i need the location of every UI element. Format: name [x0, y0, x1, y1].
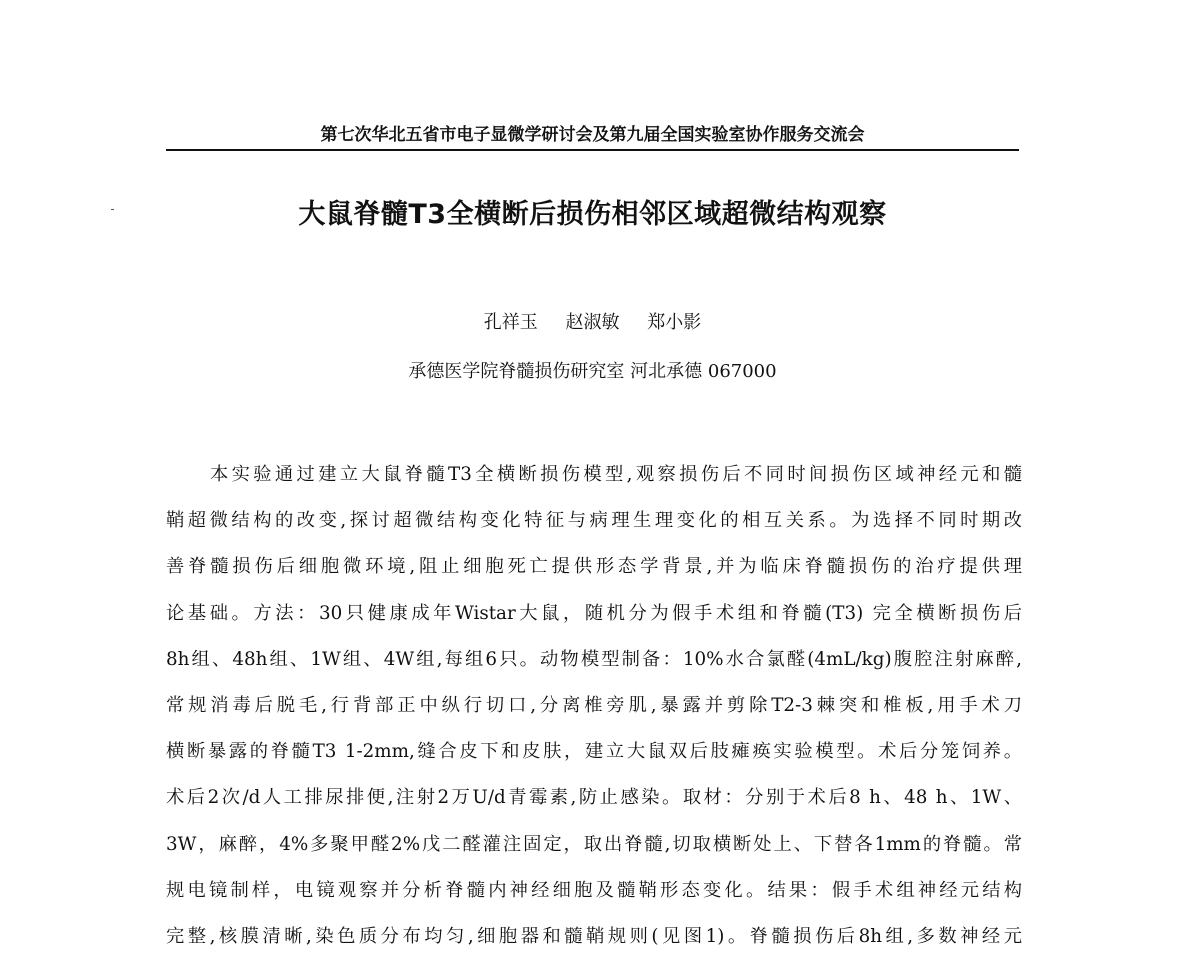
author-name: 孔祥玉: [483, 312, 538, 333]
affiliation: 承德医学院脊髓损伤研究室 河北承德 067000: [408, 361, 777, 382]
abstract-line: 完整,核膜清晰,染色质分布均匀,细胞器和髓鞘规则(见图1)。脊髓损伤后8h组,多数神经元: [166, 925, 1022, 947]
abstract-line: 论基础。方法：30只健康成年Wistar大鼠，随机分为假手术组和脊髓(T3) 完全横断损伤后: [166, 602, 1022, 624]
abstract-line: 规电镜制样，电镜观察并分析脊髓内神经细胞及髓鞘形态变化。结果：假手术组神经元结构: [166, 879, 1022, 901]
scan-artifact-mark: [111, 209, 114, 210]
paper-title: 大鼠脊髓T3全横断后损伤相邻区域超微结构观察: [298, 199, 887, 230]
abstract-line: 常规消毒后脱毛,行背部正中纵行切口,分离椎旁肌,暴露并剪除T2-3棘突和椎板,用手术刀: [166, 694, 1022, 716]
abstract-line: 8h组、48h组、1W组、4W组,每组6只。动物模型制备：10%水合氯醛(4mL/kg)腹腔注射麻醉,: [166, 648, 1022, 670]
abstract-line: 善脊髓损伤后细胞微环境,阻止细胞死亡提供形态学背景,并为临床脊髓损伤的治疗提供理: [166, 556, 1022, 578]
running-header: 第七次华北五省市电子显微学研讨会及第九届全国实验室协作服务交流会: [320, 125, 865, 145]
author-name: 郑小影: [647, 312, 702, 333]
abstract-line: 本实验通过建立大鼠脊髓T3全横断损伤模型,观察损伤后不同时间损伤区域神经元和髓: [210, 464, 1022, 485]
author-list: [166, 308, 1019, 334]
abstract-line: 横断暴露的脊髓T3 1-2mm,缝合皮下和皮肤，建立大鼠双后肢瘫痪实验模型。术后分笼饲养。: [166, 741, 1022, 763]
abstract-line: 鞘超微结构的改变,探讨超微结构变化特征与病理生理变化的相互关系。为选择不同时期改: [166, 510, 1022, 532]
abstract-body: [166, 452, 1022, 960]
author-name: 赵淑敏: [565, 312, 620, 333]
abstract-line: 3W，麻醉，4%多聚甲醛2%戊二醛灌注固定，取出脊髓,切取横断处上、下替各1mm的脊髓。常: [166, 833, 1022, 855]
header-rule-divider: [166, 149, 1019, 151]
abstract-line: 术后2次/d人工排尿排便,注射2万U/d青霉素,防止感染。取材：分别于术后8 h、48 h、1W、: [166, 787, 1022, 809]
